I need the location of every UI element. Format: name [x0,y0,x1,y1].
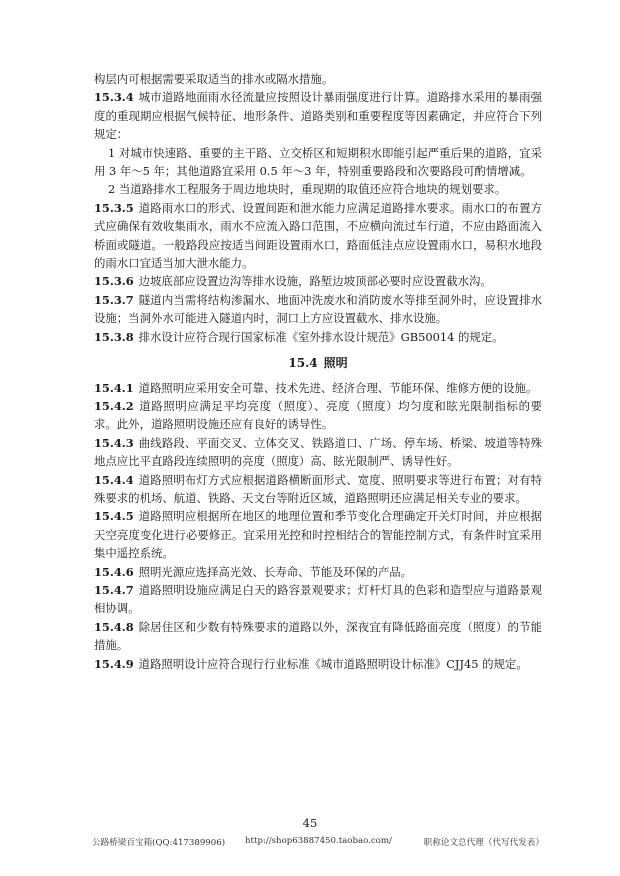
clause-text: 曲线路段、平面交叉、立体交叉、铁路道口、广场、停车场、桥梁、坡道等特殊地点应比平直路段连续照明的亮度（照度）高、眩光限制严、诱导性好。 [94,435,542,469]
clause-paragraph [94,272,542,290]
clause-paragraph [94,655,542,673]
clause-paragraph [94,581,542,618]
footer-right-text: 职称论文总代理（代写代发表） [423,838,544,848]
section-number: 15.4 [288,356,318,371]
clause-paragraph [94,199,542,273]
clause-number: 15.4.7 [94,582,134,597]
clause-paragraph [94,88,542,143]
clause-text: 道路照明设施应满足白天的路容景观要求；灯杆灯具的色彩和造型应与道路景观相协调。 [94,582,542,616]
clause-number: 15.4.6 [94,564,134,579]
clause-15-3-4-items [94,144,542,199]
clause-number: 15.4.2 [94,398,134,413]
section-title-text: 照明 [323,356,348,371]
clause-paragraph [94,397,542,434]
clause-number: 15.3.4 [94,90,134,105]
clause-paragraph [94,618,542,655]
continuation-paragraph: 构层内可根据需要采取适当的排水或隔水措施。 [94,72,334,86]
clause-number: 15.3.7 [94,292,134,307]
section-15-3-clauses-b [94,199,542,346]
clause-number: 15.4.3 [94,435,134,450]
clause-text: 道路雨水口的形式、设置间距和泄水能力应满足道路排水要求。雨水口的布置方式应确保有效收集雨水，雨水不应流入路口范围，不应横向流过车行道，不应由路面流入桥面或隧道。一般路段应按适当间距设置雨水口，路面低洼点应设置雨水口，易积水地段的雨水口宜适当加大泄水能力。 [94,200,542,271]
clause-text: 隧道内当需将结构渗漏水、地面冲洗废水和消防废水等排至洞外时，应设置排水设施；当洞外水可能进入隧道内时，洞口上方应设置截水、排水设施。 [94,292,542,326]
clause-text: 照明光源应选择高光效、长寿命、节能及环保的产品。 [138,564,413,579]
page-number: 45 [302,816,318,830]
clause-number: 15.4.5 [94,509,134,524]
clause-paragraph [94,563,542,581]
clause-text: 边坡底部应设置边沟等排水设施，路堑边坡顶部必要时应设置截水沟。 [138,274,492,289]
list-item: 2 当道路排水工程服务于周边地块时，重现期的取值还应符合地块的规划要求。 [108,182,507,197]
clause-text: 道路照明应根据所在地区的地理位置和季节变化合理确定开关灯时间，并应根据天空亮度变化进行必要修正。宜采用光控和时控相结合的智能控制方式，有条件时宜采用集中遥控系统。 [94,509,542,561]
footer-left-text: 公路桥梁百宝箱(QQ:417389906) [92,838,226,848]
list-item: 1 对城市快速路、重要的主干路、立交桥区和短期积水即能引起严重后果的道路，宜采用 3 年～5 年；其他道路宜采用 0.5 年～3 年，特别重要路段和次要路段可酌情增减。 [94,145,542,179]
clause-number: 15.3.8 [94,329,134,344]
clause-number: 15.4.4 [94,472,134,487]
clause-text: 道路照明应满足平均亮度（照度）、亮度（照度）均匀度和眩光限制指标的要求。此外，道路照明设施还应有良好的诱导性。 [94,398,542,432]
document-body [94,70,542,673]
clause-text: 道路照明布灯方式应根据道路横断面形式、宽度、照明要求等进行布置；对有特殊要求的机场、航道、铁路、天文台等附近区域，道路照明还应满足相关专业的要求。 [94,472,542,505]
clause-paragraph [94,328,542,346]
clause-text: 除居住区和少数有特殊要求的道路以外，深夜宜有降低路面亮度（照度）的节能措施。 [94,619,542,653]
clause-number: 15.4.8 [94,619,134,634]
clause-paragraph [94,471,542,508]
clause-number: 15.3.6 [94,274,134,289]
section-15-4-clauses [94,379,542,674]
clause-number: 15.3.5 [94,200,134,215]
clause-paragraph [94,507,542,562]
clause-text: 城市道路地面雨水径流量应按照设计暴雨强度进行计算。道路排水采用的暴雨强度的重现期应根据气候特征、地形条件、道路类别和重要程度等因素确定，并应符合下列规定： [94,90,542,142]
clause-paragraph [94,434,542,471]
clause-text: 排水设计应符合现行国家标准《室外排水设计规范》GB50014 的规定。 [138,329,504,344]
section-15-3-clauses-a [94,88,542,143]
section-heading [94,354,542,372]
clause-text: 道路照明设计应符合现行行业标准《城市道路照明设计标准》CJJ45 的规定。 [138,656,528,671]
clause-paragraph [94,379,542,397]
clause-text: 道路照明应采用安全可靠、技术先进、经济合理、节能环保、维修方便的设施。 [138,380,538,395]
clause-paragraph [94,291,542,328]
footer-url[interactable]: http://shop63887450.taobao.com/ [245,836,392,846]
clause-number: 15.4.1 [94,380,134,395]
clause-number: 15.4.9 [94,656,134,671]
